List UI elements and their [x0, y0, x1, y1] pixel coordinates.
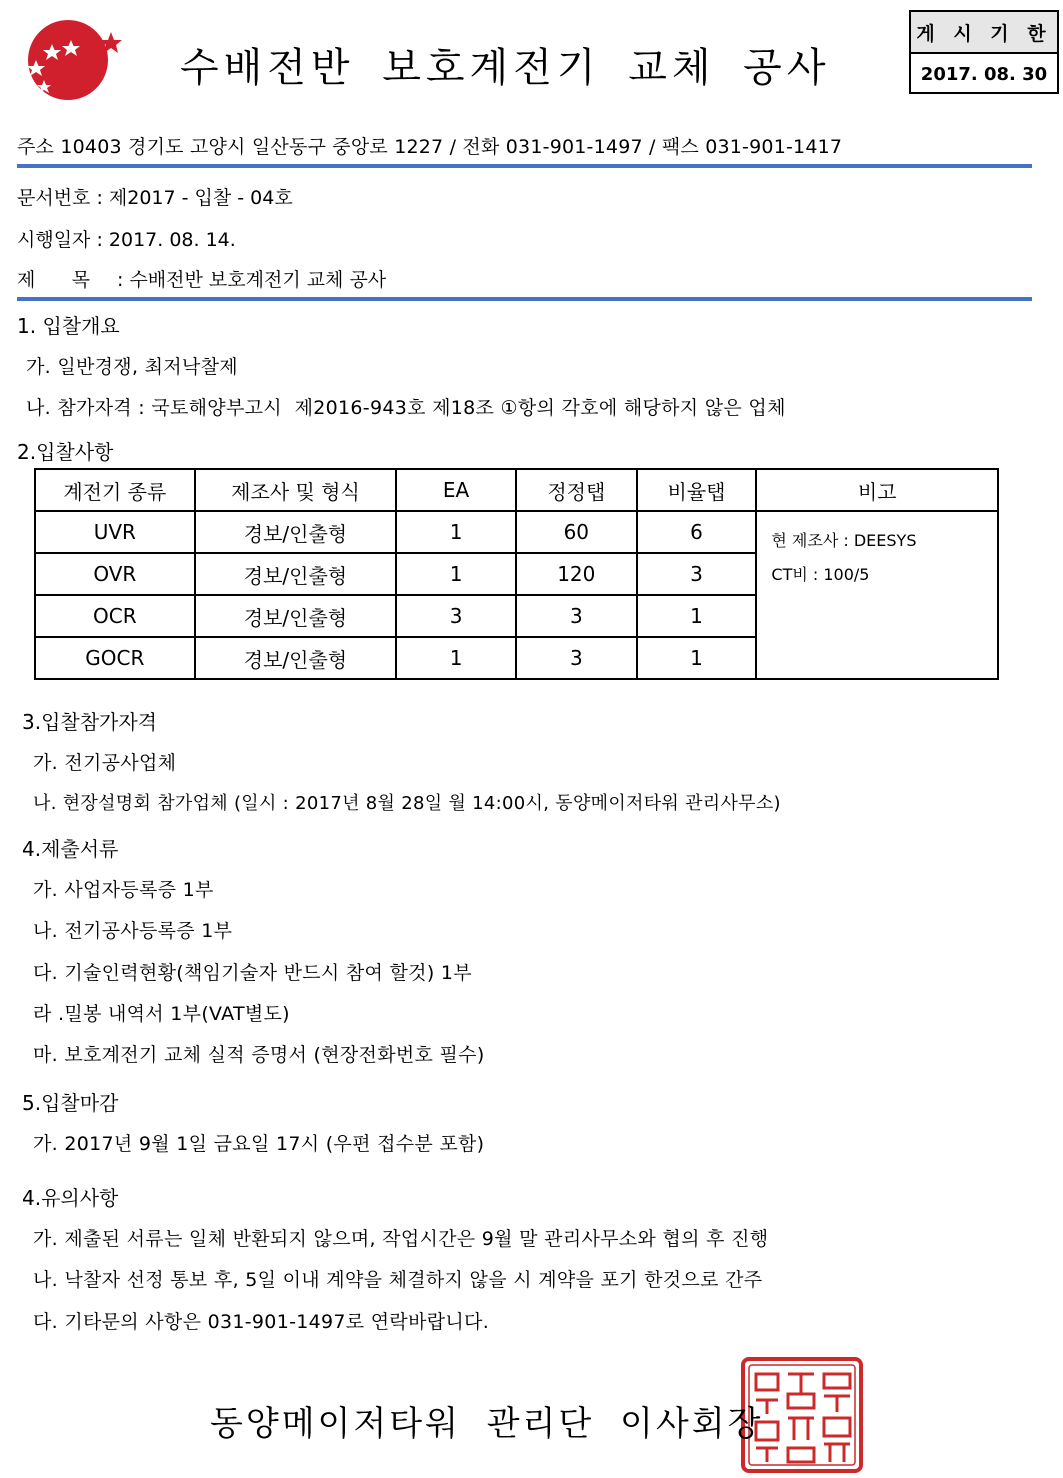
document-number: 문서번호 : 제2017 - 입찰 - 04호: [17, 187, 293, 209]
table-cell: OVR: [35, 553, 195, 595]
column-header: 계전기 종류: [35, 469, 195, 511]
subject-text: : 수배전반 보호계전기 교체 공사: [117, 269, 387, 291]
relay-table: [34, 468, 999, 680]
issuer-signature: 동양메이저타워 관리단 이사회장: [210, 1404, 764, 1444]
section-heading: 4.제출서류: [22, 837, 119, 861]
list-item: 나. 전기공사등록증 1부: [33, 920, 233, 942]
section-heading: 4.유의사항: [22, 1186, 119, 1210]
table-cell: UVR: [35, 511, 195, 553]
table-cell: 경보/인출형: [195, 553, 396, 595]
table-cell: 1: [396, 637, 516, 679]
deadline-label: 게 시 기 한: [911, 12, 1057, 54]
table-cell: GOCR: [35, 637, 195, 679]
list-item: 가. 전기공사업체: [33, 752, 177, 774]
list-item: 마. 보호계전기 교체 실적 증명서 (현장전화번호 필수): [33, 1044, 485, 1066]
column-header: 제조사 및 형식: [195, 469, 396, 511]
table-cell: 1: [637, 595, 757, 637]
list-item: 나. 현장설명회 참가업체 (일시 : 2017년 8월 28일 월 14:00시, 동양메이저타워 관리사무소): [33, 793, 781, 814]
list-item: 다. 기술인력현황(책임기술자 반드시 참여 할것) 1부: [33, 962, 472, 984]
column-header: 정정탭: [516, 469, 637, 511]
list-item: 다. 기타문의 사항은 031-901-1497로 연락바랍니다.: [33, 1311, 490, 1333]
table-cell: 120: [516, 553, 637, 595]
column-header: 비고: [756, 469, 998, 511]
address-line: 주소 10403 경기도 고양시 일산동구 중앙로 1227 / 전화 031-901-1497 / 팩스 031-901-1417: [17, 136, 843, 158]
subject-label: 제 목: [17, 269, 90, 291]
list-item: 라 .밀봉 내역서 1부(VAT별도): [33, 1003, 290, 1025]
divider: [17, 297, 1032, 301]
list-item: 가. 2017년 9월 1일 금요일 17시 (우편 접수분 포함): [33, 1133, 485, 1155]
list-item: 가. 사업자등록증 1부: [33, 879, 214, 901]
list-item: 가. 제출된 서류는 일체 반환되지 않으며, 작업시간은 9월 말 관리사무소와 협의 후 진행: [33, 1228, 769, 1250]
table-cell: 경보/인출형: [195, 637, 396, 679]
list-item: 나. 낙찰자 선정 통보 후, 5일 이내 계약을 체결하지 않을 시 계약을 포기 한것으로 간주: [33, 1269, 763, 1291]
table-cell: 3: [637, 553, 757, 595]
table-header-row: [35, 469, 998, 511]
table-cell: 3: [516, 637, 637, 679]
table-cell: 3: [516, 595, 637, 637]
table-cell: 경보/인출형: [195, 595, 396, 637]
remarks-cell: [756, 511, 998, 679]
list-item: 가. 일반경쟁, 최저낙찰제: [26, 356, 238, 378]
posting-deadline-box: [909, 10, 1059, 94]
document-title: 수배전반 보호계전기 교체 공사: [180, 45, 831, 91]
issue-date: 시행일자 : 2017. 08. 14.: [17, 229, 236, 251]
company-logo: [14, 18, 124, 102]
list-item: 나. 참가자격 : 국토해양부고시 제2016-943호 제18조 ①항의 각호에 해당하지 않은 업체: [26, 397, 786, 419]
section-heading: 2.입찰사항: [17, 440, 114, 464]
section-heading: 5.입찰마감: [22, 1091, 119, 1115]
table-cell: 경보/인출형: [195, 511, 396, 553]
table-cell: 1: [637, 637, 757, 679]
divider: [17, 164, 1032, 168]
table-row: [35, 511, 998, 553]
remarks-line: 현 제조사 : DEESYS: [771, 531, 917, 550]
column-header: EA: [396, 469, 516, 511]
remarks-line: CT비 : 100/5: [771, 565, 870, 584]
table-cell: 60: [516, 511, 637, 553]
table-cell: 6: [637, 511, 757, 553]
table-cell: OCR: [35, 595, 195, 637]
section-heading: 1. 입찰개요: [17, 314, 120, 338]
table-cell: 3: [396, 595, 516, 637]
table-cell: 1: [396, 511, 516, 553]
deadline-date: 2017. 08. 30: [920, 63, 1048, 85]
section-heading: 3.입찰참가자격: [22, 710, 158, 734]
table-cell: 1: [396, 553, 516, 595]
column-header: 비율탭: [637, 469, 757, 511]
